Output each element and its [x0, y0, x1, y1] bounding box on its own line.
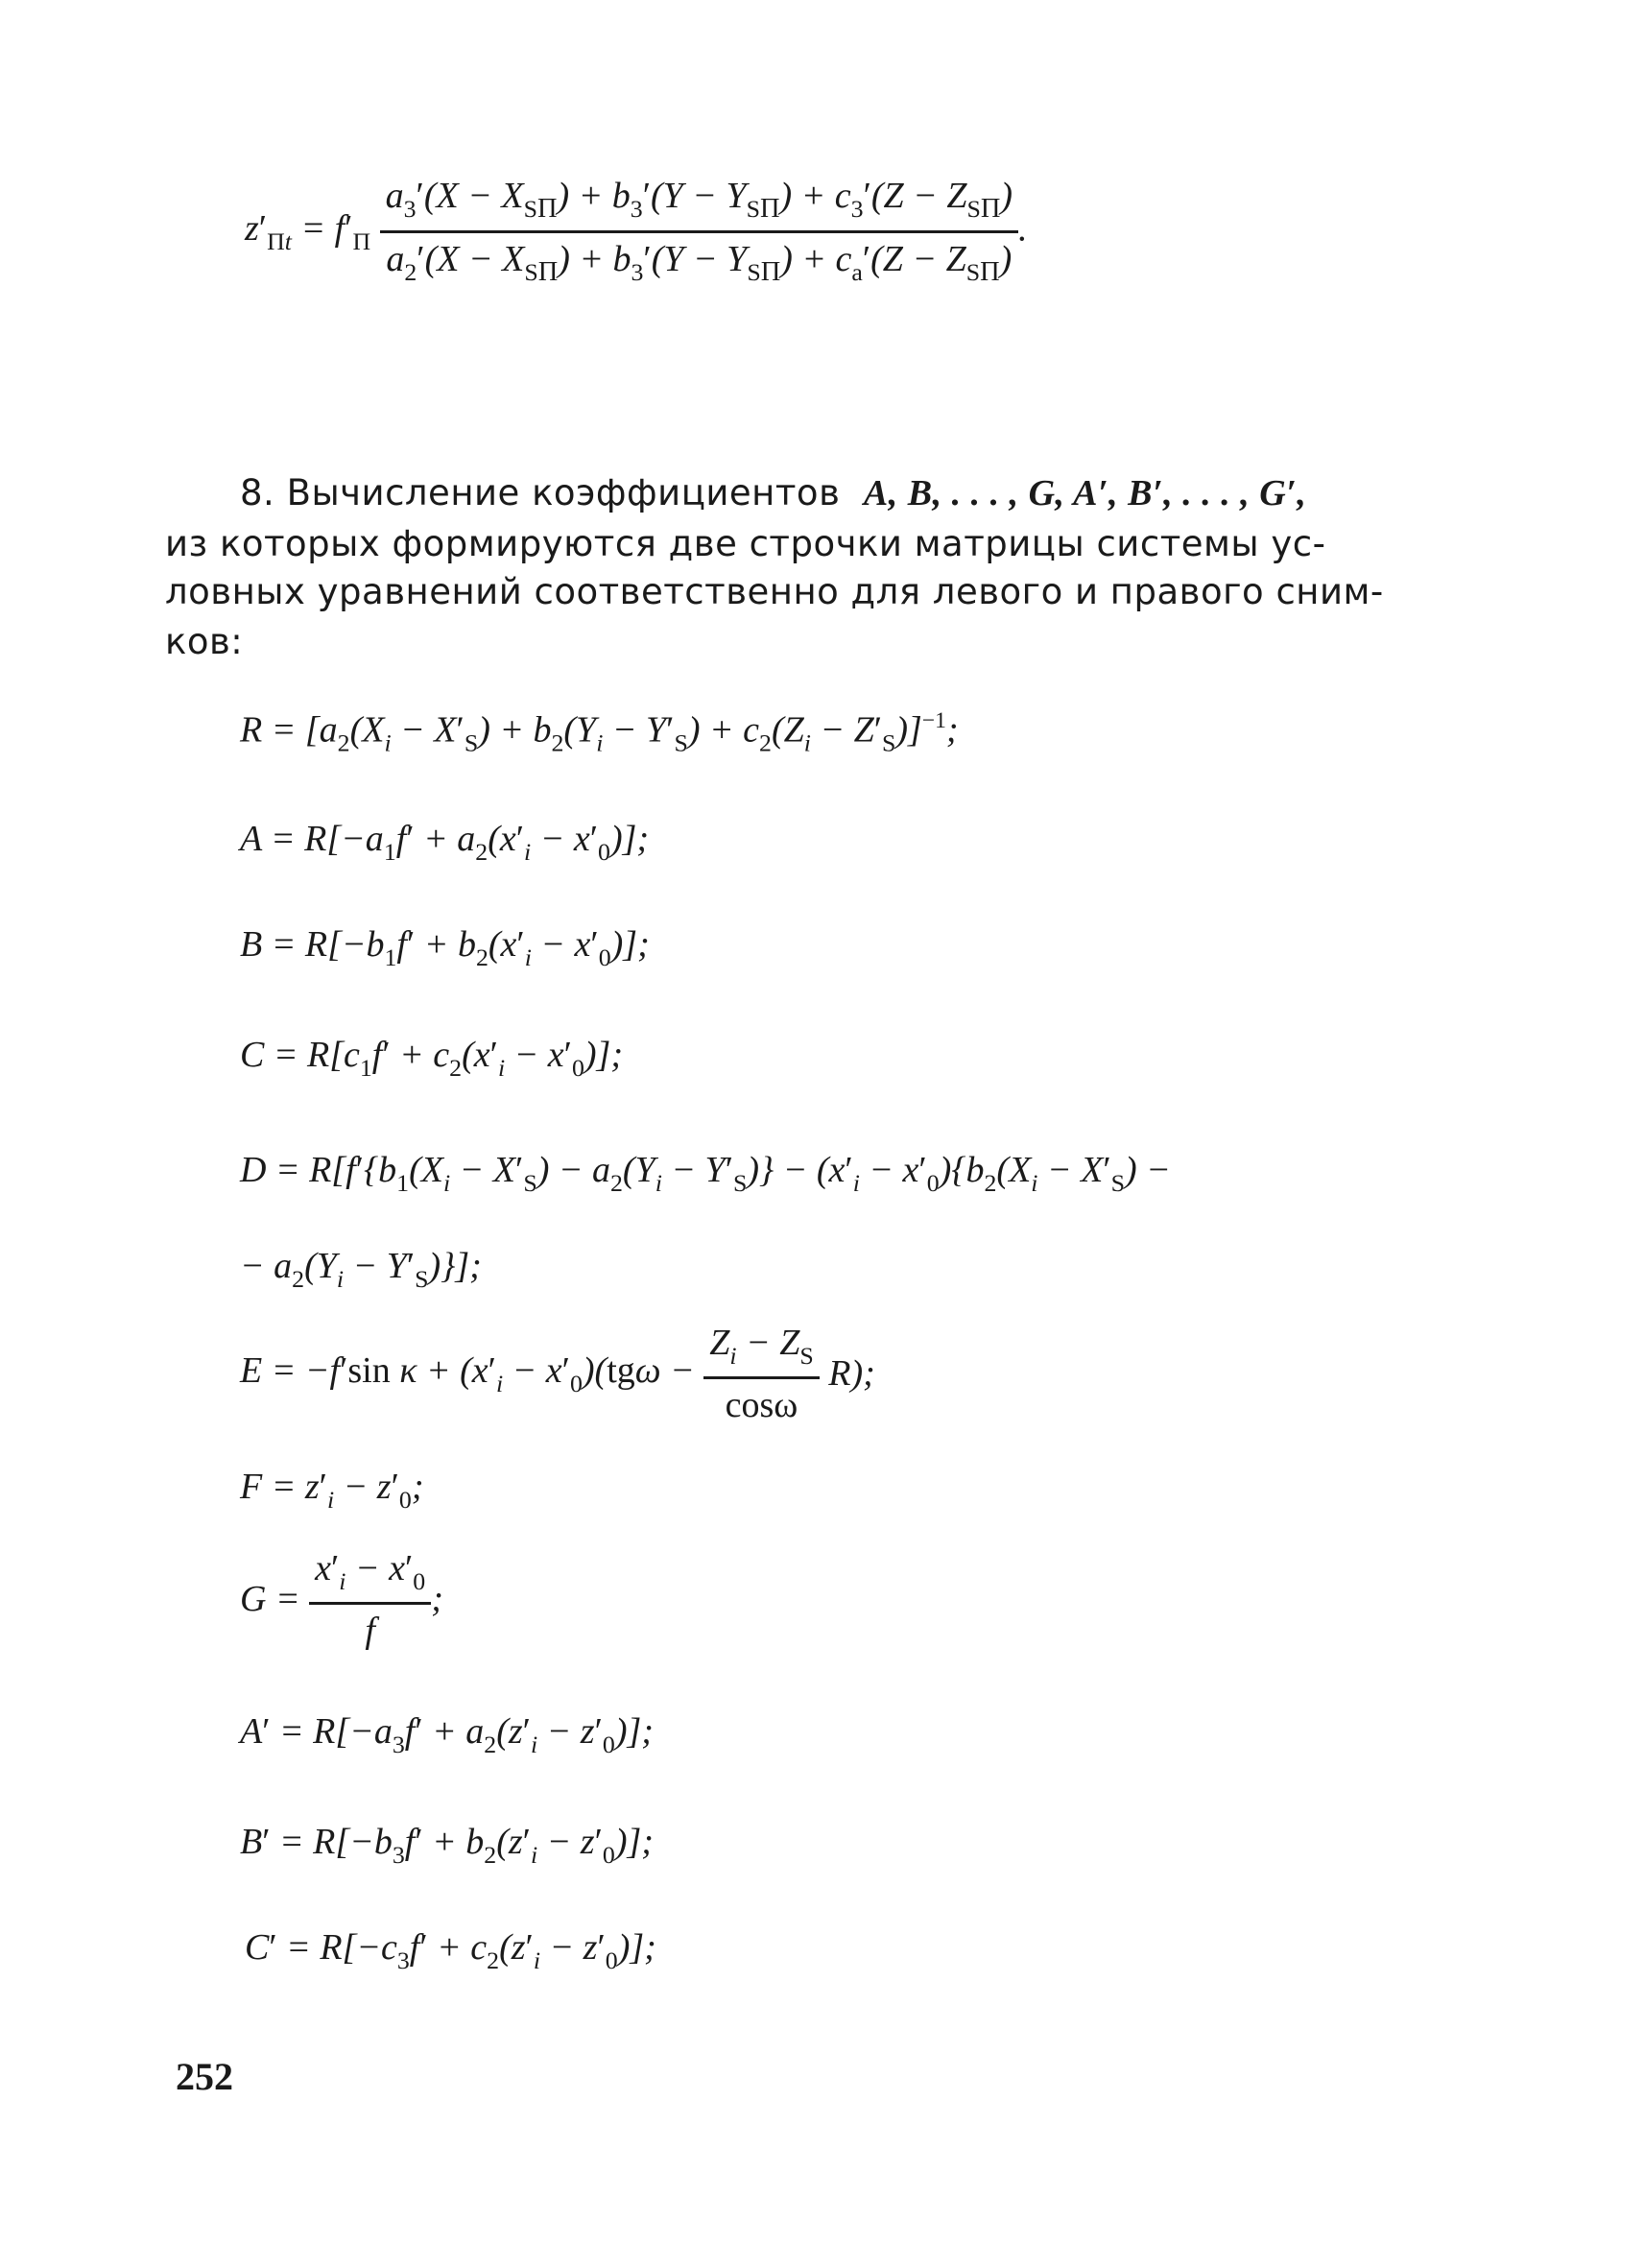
equation-E: E = −f′sin $\kappa + (x'_i - x'_0)(tg\omega$ − $\frac{Z_i - Z_S}{\cos\omega}$ R); [240, 1323, 875, 1425]
equation-C-prime: $C' = R[-c_3f' + c_2(z'_i - z'_0)]$; [245, 1927, 656, 1974]
equation-G [240, 1550, 443, 1649]
page-number: 252 [176, 2055, 233, 2098]
equation-z-period: . [1018, 208, 1028, 250]
equation-z-lhs: $z'_{Пt} = f'_П$ [245, 207, 371, 255]
equation-F: $F = z'_i - z'_0$; [240, 1467, 424, 1514]
equation-z-numerator: $a_3'(X - X_{SП}) + b_3'(Y - Y_{SП}) + c_3'(Z - Z_{SП})$ [380, 178, 1018, 233]
equation-z-fraction [380, 178, 1018, 286]
equation-B-prime: $B' = R[-b_3f' + b_2(z'_i - z'_0)]$; [240, 1822, 654, 1869]
equation-G-lhs: G = [240, 1579, 300, 1620]
paragraph-line-1: 8. Вычисление коэффициентов A, B, . . . , G, A′, B′, . . . , G′, [240, 472, 1307, 513]
equation-G-tail: ; [431, 1579, 443, 1620]
equation-z-prime [245, 178, 1028, 286]
paragraph-line-3: ловных уравнений соответственно для левого и правого сним- [165, 571, 1384, 612]
paragraph-line-2: из которых формируются две строчки матрицы системы ус- [165, 523, 1326, 564]
equation-C: $C = R[c_1f' + c_2(x'_i - x'_0)]$; [240, 1035, 623, 1082]
equation-R: $R = [a_2(X_i - X'_S) + b_2(Y_i - Y'_S) + c_2(Z_i - Z'_S)]^{-1}$; [240, 708, 959, 757]
equation-z-denominator: $a_2'(X - X_{SП}) + b_3'(Y - Y_{SП}) + c_a'(Z - Z_{SП})$ [386, 239, 1013, 288]
equation-G-fraction [309, 1550, 431, 1649]
equation-G-denominator: f [365, 1610, 375, 1651]
equation-B: $B = R[-b_1f' + b_2(x'_i - x'_0)]$; [240, 924, 650, 971]
equation-E-denominator: cosω [725, 1384, 798, 1425]
equation-E-numerator: $Z_i - Z_S$ [703, 1325, 819, 1379]
equation-A-prime: $A' = R[-a_3f' + a_2(z'_i - z'_0)]$; [240, 1711, 654, 1758]
equation-E-fraction [703, 1325, 819, 1423]
equation-G-numerator: $x'_i - x'_0$ [309, 1550, 431, 1605]
equation-D-line-2: − $a_2(Y_i - Y'_S)$}]; [240, 1246, 482, 1293]
equation-E-tail: R); [828, 1353, 875, 1395]
paragraph-line-4: ков: [165, 621, 244, 662]
equation-A: $A = R[-a_1f' + a_2(x'_i - x'_0)]$; [240, 819, 650, 866]
equation-D-line-1: $D = R[f'\{b_1(X_i - X'_S) - a_2(Y_i - Y'_S)\} - (x'_i - x'_0)\{b_2(X_i - X'_S)$ − [240, 1150, 1171, 1197]
